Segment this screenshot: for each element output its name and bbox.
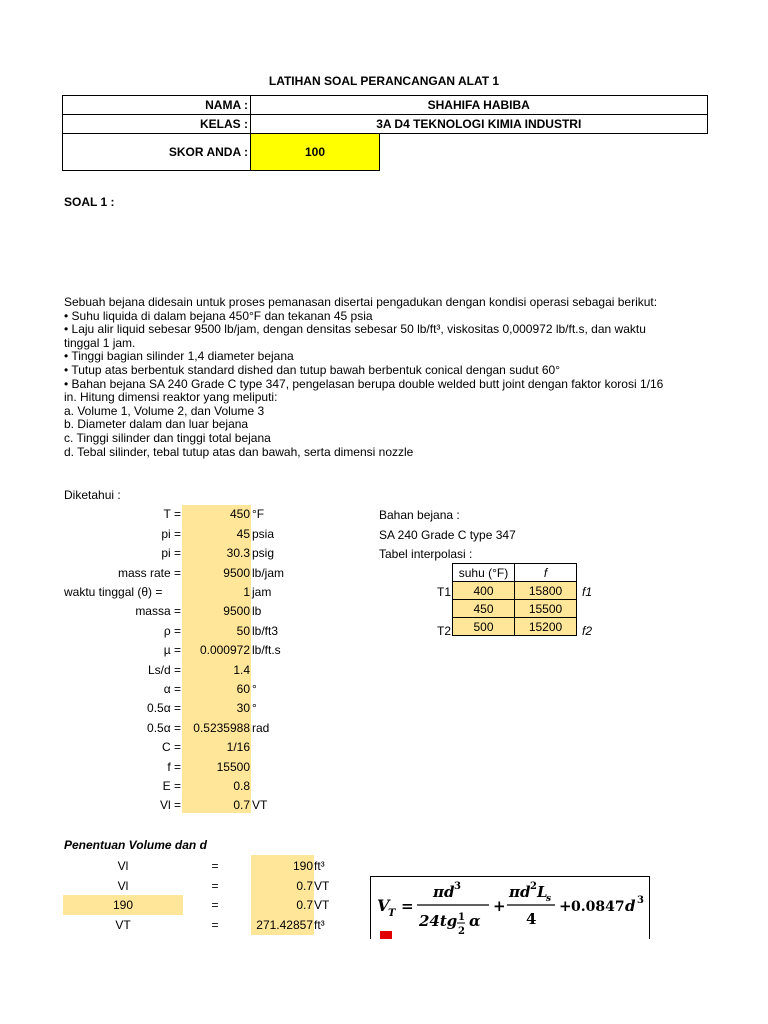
given-unit: jam xyxy=(252,585,272,599)
svg-text:α: α xyxy=(469,912,481,930)
given-label: α = xyxy=(163,682,181,696)
given-unit: ° xyxy=(252,682,257,696)
svg-text:πd: πd xyxy=(509,883,531,901)
row-label-f2: f2 xyxy=(582,624,593,638)
interpolation-table xyxy=(452,563,577,636)
cell-suhu[interactable]: 400 xyxy=(453,582,515,600)
given-value[interactable]: 0.000972 xyxy=(199,643,250,657)
volume-formula-image xyxy=(370,876,650,939)
student-info-table xyxy=(62,95,708,171)
svg-text:+: + xyxy=(493,897,506,915)
given-label: massa = xyxy=(135,604,181,618)
cell-f[interactable]: 15200 xyxy=(515,618,577,636)
given-label: 0.5α = xyxy=(147,721,181,735)
problem-line: • Laju alir liquid sebesar 9500 lb/jam, dengan densitas sebesar 50 lb/ft³, viskositas 0,000972 lb/ft.s, dan waktu xyxy=(64,322,646,337)
kelas-label: KELAS : xyxy=(63,115,251,134)
svg-text:4: 4 xyxy=(526,910,537,928)
nama-label: NAMA : xyxy=(63,96,251,115)
kelas-value[interactable]: 3A D4 TEKNOLOGI KIMIA INDUSTRI xyxy=(251,115,708,134)
row-label-t1: T1 xyxy=(437,585,452,599)
given-label: mass rate = xyxy=(117,566,181,580)
problem-line: • Tinggi bagian silinder 1,4 diameter bejana xyxy=(64,349,294,364)
given-label: waktu tinggal (θ) = xyxy=(64,585,163,599)
svg-text:2: 2 xyxy=(458,926,465,937)
problem-line: tinggal 1 jam. xyxy=(64,335,136,350)
volume-formula-svg xyxy=(371,877,649,939)
given-label: C = xyxy=(161,740,181,754)
given-unit: VT xyxy=(252,798,268,812)
cell-f[interactable]: 15500 xyxy=(515,600,577,618)
problem-line: a. Volume 1, Volume 2, dan Volume 3 xyxy=(64,403,265,418)
given-value[interactable]: 60 xyxy=(236,682,250,696)
svg-text:3: 3 xyxy=(637,895,644,906)
given-value[interactable]: 30 xyxy=(236,701,250,715)
svg-text:T: T xyxy=(388,908,396,919)
given-value[interactable]: 30.3 xyxy=(226,546,250,560)
cell-f[interactable]: 15800 xyxy=(515,582,577,600)
problem-statement xyxy=(64,296,724,459)
problem-line: d. Tebal silinder, tebal tutup atas dan bawah, serta dimensi nozzle xyxy=(64,444,414,459)
given-value[interactable]: 1.4 xyxy=(233,663,250,677)
vol-value[interactable]: 0.7 xyxy=(296,879,313,893)
given-value[interactable]: 45 xyxy=(236,527,250,541)
svg-text:=: = xyxy=(401,897,414,915)
vol-value[interactable]: 271.42857 xyxy=(256,918,313,932)
given-value[interactable]: 0.8 xyxy=(233,779,250,793)
given-label: pi = xyxy=(161,527,181,541)
vol-unit: ft³ xyxy=(314,859,325,873)
svg-text:2: 2 xyxy=(530,881,537,892)
given-label: µ = xyxy=(163,643,181,657)
given-unit: lb/ft3 xyxy=(252,624,279,638)
given-value[interactable]: 15500 xyxy=(216,760,250,774)
problem-line: b. Diameter dalam dan luar bejana xyxy=(64,417,249,432)
given-value[interactable]: 0.7 xyxy=(233,798,250,812)
given-value[interactable]: 1/16 xyxy=(226,740,250,754)
vol-value[interactable]: 0.7 xyxy=(296,898,313,912)
cell-suhu[interactable]: 500 xyxy=(453,618,515,636)
skor-value[interactable]: 100 xyxy=(251,134,380,171)
given-unit: psig xyxy=(252,546,275,560)
svg-text:+: + xyxy=(559,897,572,915)
given-label: pi = xyxy=(161,546,181,560)
svg-text:1: 1 xyxy=(458,912,465,923)
svg-text:s: s xyxy=(546,894,552,904)
diketahui-title: Diketahui : xyxy=(64,488,121,502)
empty-cell xyxy=(380,134,708,171)
given-value[interactable]: 0.5235988 xyxy=(193,721,250,735)
given-value[interactable]: 9500 xyxy=(223,604,250,618)
red-marker xyxy=(380,931,392,939)
soal-title: SOAL 1 : xyxy=(64,195,115,209)
problem-line: • Suhu liquida di dalam bejana 450°F dan tekanan 45 psia xyxy=(64,308,373,323)
given-unit: ° xyxy=(252,701,257,715)
given-value[interactable]: 9500 xyxy=(223,566,250,580)
page-title: LATIHAN SOAL PERANCANGAN ALAT 1 xyxy=(268,74,500,88)
given-label: ρ = xyxy=(163,624,181,638)
svg-text:3: 3 xyxy=(454,881,461,892)
given-value[interactable]: 1 xyxy=(243,585,250,599)
problem-line: in. Hitung dimensi reaktor yang meliputi: xyxy=(64,390,278,405)
given-unit: lb/ft.s xyxy=(252,643,281,657)
vol-lhs[interactable]: 190 xyxy=(112,898,134,912)
svg-text:L: L xyxy=(537,883,548,901)
tabel-interpolasi-title: Tabel interpolasi : xyxy=(379,547,473,561)
vol-value[interactable]: 190 xyxy=(292,859,313,873)
given-label: f = xyxy=(167,760,181,774)
vol-lhs: Vl xyxy=(117,879,129,893)
row-label-f1: f1 xyxy=(582,585,593,599)
svg-text:πd: πd xyxy=(433,883,455,901)
nama-value[interactable]: SHAHIFA HABIBA xyxy=(251,96,708,115)
vol-eq: = xyxy=(211,879,219,893)
given-unit: psia xyxy=(252,527,275,541)
given-value[interactable]: 50 xyxy=(236,624,250,638)
vol-eq: = xyxy=(211,918,219,932)
volume-section-title: Penentuan Volume dan d xyxy=(64,838,207,852)
given-label: Ls/d = xyxy=(147,663,181,677)
problem-line: • Tutup atas berbentuk standard dished dan tutup bawah berbentuk conical dengan sudut 60° xyxy=(64,362,561,377)
problem-line: Sebuah bejana didesain untuk proses pemanasan disertai pengadukan dengan kondisi operasi sebagai berikut: xyxy=(64,295,658,309)
skor-label: SKOR ANDA : xyxy=(63,134,251,171)
given-unit: °F xyxy=(252,507,265,521)
svg-text:24tg: 24tg xyxy=(419,912,458,930)
cell-suhu[interactable]: 450 xyxy=(453,600,515,618)
vol-lhs: VT xyxy=(115,918,131,932)
vol-eq: = xyxy=(211,898,219,912)
given-unit: rad xyxy=(252,721,270,735)
problem-line: c. Tinggi silinder dan tinggi total bejana xyxy=(64,430,271,445)
col-header-suhu: suhu (°F) xyxy=(453,564,515,582)
given-label: 0.5α = xyxy=(147,701,181,715)
given-label: T = xyxy=(163,507,181,521)
bahan-value: SA 240 Grade C type 347 xyxy=(379,528,516,542)
given-label: E = xyxy=(162,779,181,793)
vol-lhs: Vl xyxy=(117,859,129,873)
svg-text:0.0847: 0.0847 xyxy=(571,899,625,915)
given-unit: lb/jam xyxy=(252,566,285,580)
given-unit: lb xyxy=(252,604,262,618)
given-value[interactable]: 450 xyxy=(229,507,250,521)
bahan-title: Bahan bejana : xyxy=(379,508,460,522)
vol-unit: VT xyxy=(314,879,330,893)
vol-unit: VT xyxy=(314,898,330,912)
svg-text:d: d xyxy=(625,897,636,915)
vol-unit: ft³ xyxy=(314,918,325,932)
vol-eq: = xyxy=(211,859,219,873)
row-label-t2: T2 xyxy=(437,624,452,638)
problem-line: • Bahan bejana SA 240 Grade C type 347, pengelasan berupa double welded butt joint dengan faktor korosi 1/16 xyxy=(64,376,664,391)
svg-text:V: V xyxy=(377,896,390,915)
col-header-f: f xyxy=(515,564,577,582)
given-label: Vl = xyxy=(159,798,181,812)
